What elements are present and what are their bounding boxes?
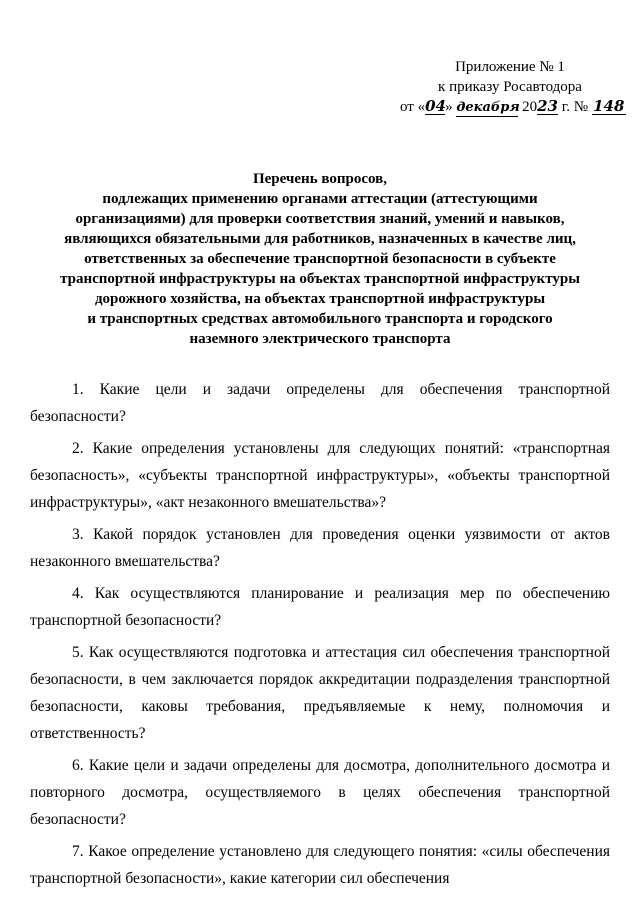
handwritten-order-number: 148 bbox=[593, 97, 625, 115]
question-item: 5. Как осуществляются подготовка и аттестация сил обеспечения транспортной безопасности, в чем заключается порядок аккредитации подразделения транспортной безопасности, каковы требования, предъявляемые к нему, полномочия и ответственность? bbox=[30, 644, 610, 742]
question-item: 1. Какие цели и задачи определены для обеспечения транспортной безопасности? bbox=[30, 381, 610, 425]
question-item: 4. Как осуществляются планирование и реализация мер по обеспечению транспортной безопасности? bbox=[30, 585, 610, 629]
question-item: 7. Какое определение установлено для следующего понятия: «силы обеспечения транспортной безопасности», какие категории сил обеспечения bbox=[30, 843, 610, 887]
title-line: являющихся обязательными для работников, назначенных в качестве лиц, bbox=[64, 231, 576, 247]
title-line: подлежащих применению органами аттестации (аттестующими bbox=[102, 191, 538, 207]
document-title bbox=[30, 169, 610, 349]
question-item: 6. Какие цели и задачи определены для досмотра, дополнительного досмотра и повторного досмотра, осуществляемого в целях обеспечения транспортной безопасности? bbox=[30, 757, 610, 828]
title-line: организациями) для проверки соответствия знаний, умений и навыков, bbox=[75, 211, 565, 227]
handwritten-year: 23 bbox=[537, 97, 558, 115]
handwritten-month: декабря bbox=[456, 100, 520, 115]
title-line: наземного электрического транспорта bbox=[189, 331, 451, 347]
title-line: Перечень вопросов, bbox=[252, 171, 387, 187]
title-line: и транспортных средствах автомобильного транспорта и городского bbox=[87, 311, 553, 327]
appendix-header bbox=[400, 57, 625, 117]
questions-list bbox=[30, 376, 610, 892]
order-reference: к приказу Росавтодора bbox=[438, 79, 582, 95]
question-item: 2. Какие определения установлены для следующих понятий: «транспортная безопасность», «субъекты транспортной инфраструктуры», «объекты транспортной инфраструктуры», «акт незаконного вмешательства»? bbox=[30, 440, 610, 511]
handwritten-day: 04 bbox=[425, 97, 446, 115]
title-line: дорожного хозяйства, на объектах транспортной инфраструктуры bbox=[94, 291, 546, 307]
title-line: транспортной инфраструктуры на объектах транспортной инфраструктуры bbox=[60, 271, 580, 287]
order-date-line: от «04» декабря 2023 г. № 148 bbox=[400, 97, 625, 115]
appendix-number: Приложение № 1 bbox=[455, 59, 565, 75]
title-line: ответственных за обеспечение транспортной безопасности в субъекте bbox=[84, 251, 556, 267]
question-item: 3. Какой порядок установлен для проведения оценки уязвимости от актов незаконного вмешательства? bbox=[30, 526, 610, 570]
